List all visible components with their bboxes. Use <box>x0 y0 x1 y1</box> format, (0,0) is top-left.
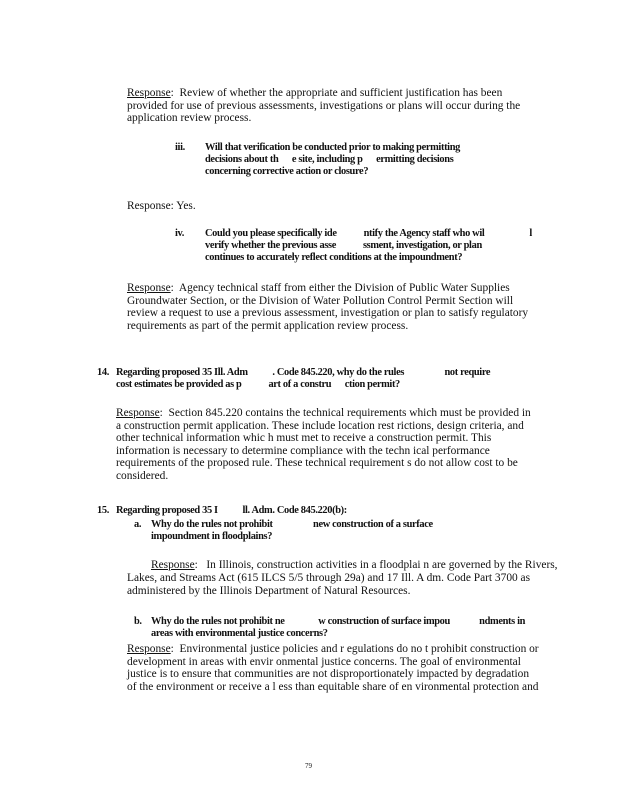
question-14 <box>116 367 490 391</box>
question-text: concerning corrective action or closure? <box>205 166 369 178</box>
question-15: Regarding proposed 35 I ll. Adm. Code 845.220(b): <box>116 505 347 516</box>
response-label: Response <box>116 407 160 419</box>
question-iii-number: iii. <box>175 142 185 153</box>
response-label: Response <box>127 643 171 655</box>
question-15b <box>151 616 525 640</box>
response-text: Review of whether the appropriate and sufficient justification has been <box>179 87 503 99</box>
question-text: Could you please specifically ide ntify the Agency staff who wil l <box>205 228 532 239</box>
question-text: Why do the rules not prohibit new construction of a surface <box>151 519 433 530</box>
question-text: cost estimates be provided as p art of a constru ction permit? <box>116 379 400 391</box>
response-text: provided for use of previous assessments, investigations or plans will occur during the <box>127 99 521 112</box>
response-label: Response <box>151 559 195 571</box>
response-text: administered by the Illinois Department of Natural Resources. <box>127 584 411 597</box>
response-block-3: Response: Agency technical staff from either the Division of Public Water Supplies Groundwater Section, or the Division of Water Pollution Control Permit Section will review a request to use a previous assessment, investigation or plan to satisfy regulatory requirements as part of the permit application review process. <box>127 282 529 332</box>
question-text: continues to accurately reflect conditions at the impoundment? <box>205 252 463 264</box>
question-15b-letter: b. <box>134 616 142 627</box>
question-text: Regarding proposed 35 Ill. Adm . Code 845.220, why do the rules not require <box>116 367 491 378</box>
question-text: impoundment in floodplains? <box>151 531 273 543</box>
response-block-6: Response: Environmental justice policies and r egulations do no t prohibit construction or development in areas with envir onmental justice concerns. The goal of environmental justice is to ensure that communities are not disproportionately impacted by degradation of the environment or receive a l ess than equitable share of en vironmental protection and <box>127 643 539 693</box>
question-text: Will that verification be conducted prior to making permitting <box>205 142 460 153</box>
response-block-1: Response: Review of whether the appropriate and sufficient justification has been provided for use of previous assessments, investigations or plans will occur during the application review process. <box>127 87 521 125</box>
response-text: of the environment or receive a l ess than equitable share of en vironmental protection and <box>127 680 539 693</box>
question-text: Why do the rules not prohibit ne w construction of surface impou ndments in <box>151 616 526 627</box>
response-text: requirements as part of the permit application review process. <box>127 319 409 332</box>
question-text: decisions about th e site, including p ermitting decisions <box>205 154 454 166</box>
question-15a-letter: a. <box>134 519 142 530</box>
response-text: justice is to ensure that communities are not disproportionately impacted by degradation <box>127 668 530 681</box>
response-text: Environmental justice policies and r egulations do no t prohibit construction or <box>179 643 539 655</box>
response-text: information is necessary to determine compliance with the techn ical performance <box>116 444 490 457</box>
question-15a <box>151 519 433 543</box>
response-text: application review process. <box>127 112 252 125</box>
response-text: In Illinois, construction activities in a floodplai n are governed by the Rivers, <box>206 559 558 571</box>
response-text: Groundwater Section, or the Division of Water Pollution Control Permit Section will <box>127 294 514 307</box>
response-block-4: Response: Section 845.220 contains the technical requirements which must be provided in a construction permit application. These include location rest rictions, design criteria, and other technical information whic h must met to receive a construction permit. This information is necessary to determine compliance with the techn ical performance requirements of the proposed rule. These technical requirement s do not allow cost to be considered. <box>116 407 531 482</box>
response-text: requirements of the proposed rule. These technical requirement s do not allow cost to be <box>116 457 518 470</box>
question-15-number: 15. <box>97 505 109 516</box>
question-iv-number: iv. <box>175 228 185 239</box>
response-label: Response <box>127 87 171 99</box>
response-text: considered. <box>116 469 169 482</box>
response-block-5-cont <box>127 572 530 597</box>
question-text: areas with environmental justice concerns? <box>151 628 328 640</box>
page-number: 79 <box>305 762 312 770</box>
response-text: Section 845.220 contains the technical requirements which must be provided in <box>168 407 531 419</box>
question-iv <box>205 228 532 265</box>
response-block-2: Response: Yes. <box>127 200 196 212</box>
response-text: Lakes, and Streams Act (615 ILCS 5/5 through 29a) and 17 Ill. A dm. Code Part 3700 as <box>127 572 531 584</box>
response-block-5: Response: In Illinois, construction activities in a floodplai n are governed by the Rivers, <box>151 559 558 571</box>
response-label: Response <box>127 282 171 294</box>
question-iii <box>205 142 460 179</box>
question-14-number: 14. <box>97 367 109 378</box>
response-text: a construction permit application. These include location rest rictions, design criteria, and <box>116 419 524 432</box>
response-text: Agency technical staff from either the Division of Public Water Supplies <box>178 282 510 294</box>
response-text: other technical information whic h must met to receive a construction permit. This <box>116 432 492 445</box>
question-text: verify whether the previous asse ssment, investigation, or plan <box>205 240 482 252</box>
response-text: review a request to use a previous assessment, investigation or plan to satisfy regulatory <box>127 307 529 320</box>
response-text: development in areas with envir onmental justice concerns. The goal of environmental <box>127 655 521 668</box>
